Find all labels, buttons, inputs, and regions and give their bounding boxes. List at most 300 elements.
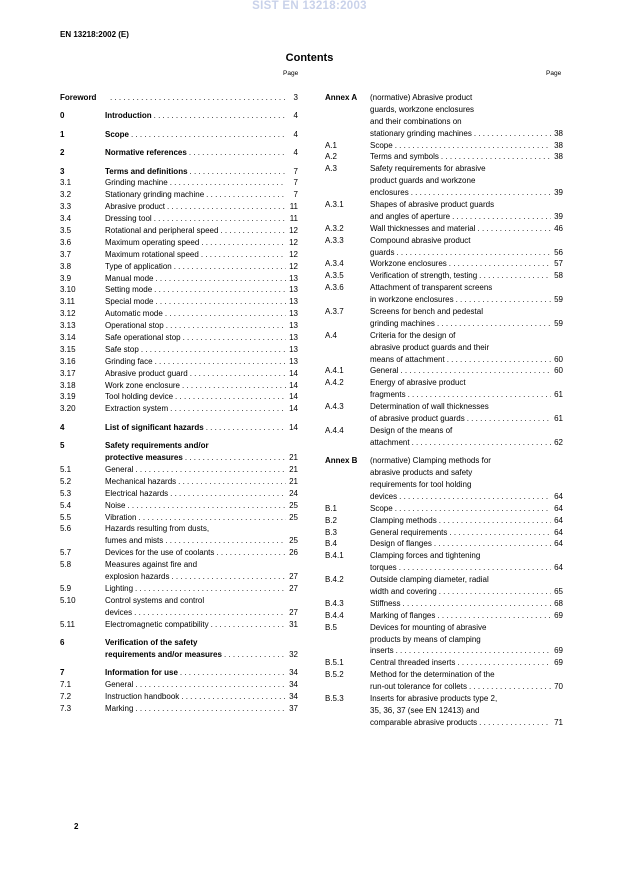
dot-leader <box>152 110 286 122</box>
dot-leader <box>222 649 286 661</box>
toc-entry[interactable] <box>60 512 298 524</box>
toc-entry[interactable] <box>325 247 563 259</box>
dot-leader <box>477 270 551 282</box>
toc-entry[interactable] <box>325 467 563 479</box>
dot-leader <box>163 535 286 547</box>
toc-entry[interactable] <box>325 413 563 425</box>
toc-entry[interactable] <box>325 645 563 657</box>
toc-entry[interactable] <box>325 622 563 634</box>
toc-entry-number: 7.2 <box>60 691 72 701</box>
toc-entry-number: 3.14 <box>60 333 76 343</box>
toc-entry-number: 3.9 <box>60 273 72 283</box>
toc-entry[interactable] <box>325 104 563 116</box>
toc-entry-title: Electrical hazards <box>105 488 169 498</box>
toc-entry[interactable] <box>325 705 563 717</box>
toc-entry[interactable] <box>60 308 298 320</box>
toc-entry[interactable] <box>325 199 563 211</box>
dot-leader <box>172 261 286 273</box>
toc-entry[interactable] <box>60 225 298 237</box>
toc-entry-number: 0 <box>60 111 65 121</box>
toc-entry-title: Dressing tool <box>105 214 152 224</box>
toc-entry[interactable] <box>60 637 298 649</box>
toc-entry-number: A.1 <box>325 140 338 150</box>
toc-entry-title: explosion hazards <box>105 571 170 581</box>
toc-entry[interactable] <box>60 237 298 249</box>
toc-entry[interactable] <box>325 634 563 646</box>
toc-entry-page: 25 <box>289 536 298 546</box>
toc-entry-title: fumes and mists <box>105 536 164 546</box>
toc-entry-title: Terms and definitions <box>105 166 188 176</box>
toc-entry-title: Terms and symbols <box>370 152 439 162</box>
toc-entry-number: 3.4 <box>60 214 72 224</box>
toc-entry-number: 3.5 <box>60 226 72 236</box>
dot-leader <box>455 657 551 669</box>
toc-entry-title: Shapes of abrasive product guards <box>370 200 495 210</box>
toc-entry[interactable] <box>60 356 298 368</box>
toc-entry[interactable] <box>325 389 563 401</box>
toc-entry-title: Determination of wall thicknesses <box>370 402 489 412</box>
toc-entry-number: A.4.1 <box>325 366 344 376</box>
toc-entry-page: 25 <box>289 500 298 510</box>
toc-entry[interactable] <box>325 365 563 377</box>
toc-entry-title: fragments <box>370 390 406 400</box>
toc-entry-title: attachment <box>370 437 410 447</box>
toc-entry-title: Mechanical hazards <box>105 476 177 486</box>
toc-entry[interactable] <box>60 213 298 225</box>
toc-entry-page: 61 <box>554 390 563 400</box>
dot-leader <box>401 598 551 610</box>
toc-entry-title: Normative references <box>105 148 187 158</box>
toc-entry-page: 21 <box>289 453 298 463</box>
toc-entry-title: Electromagnetic compatibility <box>105 619 209 629</box>
toc-entry-number: 3.3 <box>60 202 72 212</box>
toc-entry-title: General <box>370 366 399 376</box>
dot-leader <box>477 717 551 729</box>
toc-entry-page: 7 <box>293 178 298 188</box>
toc-entry[interactable] <box>325 657 563 669</box>
toc-entry[interactable] <box>60 166 298 178</box>
toc-entry[interactable] <box>325 574 563 586</box>
toc-entry-page: 13 <box>289 333 298 343</box>
toc-entry-number: 3.16 <box>60 356 76 366</box>
toc-entry-title: run-out tolerance for collets <box>370 682 467 692</box>
toc-entry-number: A.3.6 <box>325 283 344 293</box>
toc-entry[interactable] <box>325 401 563 413</box>
toc-entry-page: 14 <box>289 404 298 414</box>
dot-leader <box>165 201 286 213</box>
dot-leader <box>188 166 286 178</box>
dot-leader <box>188 368 286 380</box>
toc-entry-title: product guards and workzone <box>370 176 476 186</box>
page-column-label-right: Page <box>546 70 562 77</box>
toc-entry-title: Scope <box>105 129 130 139</box>
dot-leader <box>435 610 551 622</box>
toc-entry-title: Design of the means of <box>370 425 453 435</box>
toc-entry[interactable] <box>60 488 298 500</box>
toc-entry-number: 3.17 <box>60 368 76 378</box>
dot-leader <box>181 332 286 344</box>
toc-entry-title: Setting mode <box>105 285 153 295</box>
toc-entry-number: 5.11 <box>60 619 75 629</box>
toc-entry-title: Central threaded inserts <box>370 658 456 668</box>
toc-entry-page: 64 <box>554 527 563 537</box>
toc-entry-title: List of significant hazards <box>105 422 204 432</box>
toc-entry-title: Safety requirements for abrasive <box>370 164 486 174</box>
toc-entry-title: Criteria for the design of <box>370 330 456 340</box>
toc-entry-page: 27 <box>289 607 298 617</box>
dot-leader <box>152 284 286 296</box>
toc-entry-page: 69 <box>554 646 563 656</box>
toc-entry[interactable] <box>60 129 298 141</box>
toc-entry-title: Measures against fire and <box>105 560 198 570</box>
dot-leader <box>476 223 551 235</box>
dot-leader <box>176 476 286 488</box>
dot-leader <box>394 247 551 259</box>
dot-leader <box>410 437 551 449</box>
toc-entry-number: A.4.4 <box>325 425 344 435</box>
toc-entry-title: Stationary grinding machine <box>105 190 205 200</box>
dot-leader <box>163 308 286 320</box>
dot-leader <box>439 151 551 163</box>
toc-entry[interactable] <box>60 332 298 344</box>
toc-entry-number: 3.20 <box>60 404 76 414</box>
toc-entry-page: 65 <box>554 587 563 597</box>
toc-entry-number: 5 <box>60 441 65 451</box>
toc-entry[interactable] <box>325 377 563 389</box>
toc-entry[interactable] <box>60 273 298 285</box>
toc-entry-page: 14 <box>289 422 298 432</box>
toc-entry-title: requirements and/or measures <box>105 649 222 659</box>
toc-entry[interactable] <box>60 189 298 201</box>
toc-entry-title: width and covering <box>370 587 437 597</box>
dot-leader <box>447 258 551 270</box>
toc-entry-number: A.4.2 <box>325 378 344 388</box>
toc-entry-page: 13 <box>289 321 298 331</box>
toc-entry-number: 2 <box>60 148 65 158</box>
toc-entry[interactable] <box>325 92 563 104</box>
toc-entry-page: 37 <box>289 703 298 713</box>
toc-entry[interactable] <box>325 455 563 467</box>
toc-entry-title: Scope <box>370 140 393 150</box>
toc-entry[interactable] <box>60 523 298 535</box>
toc-entry[interactable] <box>325 187 563 199</box>
toc-entry[interactable] <box>325 425 563 437</box>
toc-entry-number: 7.3 <box>60 703 72 713</box>
page-title: Contents <box>285 52 334 64</box>
toc-entry-title: Devices for mounting of abrasive <box>370 622 487 632</box>
toc-entry-title: Marking of flanges <box>370 610 436 620</box>
toc-entry[interactable] <box>60 464 298 476</box>
toc-entry-title: Control systems and control <box>105 595 205 605</box>
toc-entry-number: B.5.3 <box>325 694 344 704</box>
toc-entry[interactable] <box>60 177 298 189</box>
toc-entry-title: in workzone enclosures <box>370 295 454 305</box>
toc-entry-number: A.4 <box>325 330 338 340</box>
toc-entry[interactable] <box>60 92 298 104</box>
toc-entry-page: 14 <box>289 392 298 402</box>
toc-entry-page: 26 <box>289 548 298 558</box>
toc-entry[interactable] <box>325 354 563 366</box>
dot-leader <box>393 503 551 515</box>
toc-entry[interactable] <box>60 691 298 703</box>
toc-entry-page: 68 <box>554 598 563 608</box>
toc-entry-number: B.5 <box>325 622 338 632</box>
toc-entry-title: Inserts for abrasive products type 2, <box>370 694 498 704</box>
toc-entry-title: (normative) Clamping methods for <box>370 456 491 466</box>
toc-entry-number: 1 <box>60 129 65 139</box>
dot-leader <box>133 583 286 595</box>
toc-entry-title: abrasive product guards and their <box>370 342 490 352</box>
toc-entry-page: 34 <box>289 668 298 678</box>
toc-entry-title: Information for use <box>105 668 178 678</box>
toc-entry[interactable] <box>60 595 298 607</box>
toc-entry[interactable] <box>60 344 298 356</box>
toc-entry-title: Hazards resulting from dusts, <box>105 524 210 534</box>
toc-entry[interactable] <box>325 151 563 163</box>
toc-entry[interactable] <box>60 476 298 488</box>
toc-entry-page: 7 <box>293 190 298 200</box>
toc-entry-number: A.3.5 <box>325 271 344 281</box>
toc-entry-number: 6 <box>60 637 65 647</box>
toc-entry[interactable] <box>325 223 563 235</box>
toc-entry[interactable] <box>325 717 563 729</box>
toc-entry-title: 35, 36, 37 (see EN 12413) and <box>370 705 480 715</box>
toc-entry-title: Clamping methods <box>370 515 437 525</box>
toc-entry-title: Wall thicknesses and material <box>370 223 476 233</box>
toc-entry[interactable] <box>60 649 298 661</box>
toc-entry[interactable] <box>325 342 563 354</box>
toc-entry[interactable] <box>60 391 298 403</box>
toc-entry-page: 4 <box>293 129 298 139</box>
toc-entry[interactable] <box>325 211 563 223</box>
toc-entry[interactable] <box>60 607 298 619</box>
toc-entry[interactable] <box>325 306 563 318</box>
toc-entry-page: 56 <box>554 247 563 257</box>
dot-leader <box>168 403 286 415</box>
toc-entry-page: 46 <box>554 223 563 233</box>
toc-entry[interactable] <box>60 320 298 332</box>
toc-entry[interactable] <box>325 693 563 705</box>
toc-entry[interactable] <box>325 175 563 187</box>
toc-entry-number: 3.7 <box>60 249 72 259</box>
toc-entry[interactable] <box>60 380 298 392</box>
toc-entry[interactable] <box>60 535 298 547</box>
toc-entry[interactable] <box>325 562 563 574</box>
toc-entry[interactable] <box>60 583 298 595</box>
toc-entry-title: Tool holding device <box>105 392 174 402</box>
toc-entry[interactable] <box>60 619 298 631</box>
toc-entry-number: A.3.2 <box>325 223 344 233</box>
toc-entry-number: B.5.1 <box>325 658 344 668</box>
toc-entry-page: 64 <box>554 503 563 513</box>
toc-entry-number: 5.10 <box>60 595 76 605</box>
toc-entry[interactable] <box>325 318 563 330</box>
watermark: SIST EN 13218:2003 <box>252 0 367 12</box>
toc-entry[interactable] <box>325 669 563 681</box>
toc-entry[interactable] <box>325 128 563 140</box>
toc-entry-title: inserts <box>370 646 394 656</box>
toc-entry-number: 3.8 <box>60 261 72 271</box>
toc-entry[interactable] <box>60 422 298 434</box>
toc-entry-title: Screens for bench and pedestal <box>370 307 483 317</box>
toc-entry[interactable] <box>325 538 563 550</box>
toc-entry[interactable] <box>325 330 563 342</box>
toc-entry[interactable] <box>325 235 563 247</box>
dot-leader <box>199 237 286 249</box>
toc-entry-title: Marking <box>105 703 134 713</box>
toc-entry[interactable] <box>325 270 563 282</box>
toc-entry-page: 3 <box>293 93 298 102</box>
toc-entry-number: 5.7 <box>60 548 72 558</box>
toc-entry-number: 5.5 <box>60 512 72 522</box>
toc-entry[interactable] <box>325 163 563 175</box>
toc-entry-title: stationary grinding machines <box>370 128 472 138</box>
toc-entry[interactable] <box>60 296 298 308</box>
toc-entry-title: Grinding face <box>105 356 153 366</box>
toc-entry-page: 39 <box>554 188 563 198</box>
toc-entry[interactable] <box>60 147 298 159</box>
toc-entry-page: 12 <box>289 249 298 259</box>
toc-entry[interactable] <box>325 437 563 449</box>
toc-entry[interactable] <box>325 681 563 693</box>
toc-entry-page: 11 <box>289 214 298 224</box>
dot-leader <box>168 177 286 189</box>
toc-entry[interactable] <box>325 527 563 539</box>
dot-leader <box>199 249 286 261</box>
toc-entry[interactable] <box>325 550 563 562</box>
toc-entry[interactable] <box>325 258 563 270</box>
toc-entry[interactable] <box>60 261 298 273</box>
toc-entry-page: 61 <box>554 414 563 424</box>
toc-entry-title: and their combinations on <box>370 116 462 126</box>
toc-entry-page: 38 <box>554 140 563 150</box>
toc-entry-number: A.3.4 <box>325 259 344 269</box>
toc-entry[interactable] <box>60 559 298 571</box>
toc-entry-number: 7 <box>60 668 65 678</box>
toc-entry-number: A.3 <box>325 164 338 174</box>
toc-entry-title: guards, workzone enclosures <box>370 104 475 114</box>
toc-entry[interactable] <box>325 586 563 598</box>
toc-entry[interactable] <box>60 284 298 296</box>
toc-entry-page: 27 <box>289 583 298 593</box>
toc-entry-number: 3.15 <box>60 344 76 354</box>
toc-entry-number: B.4 <box>325 539 338 549</box>
toc-entry-page: 69 <box>554 610 563 620</box>
toc-entry-page: 12 <box>289 261 298 271</box>
toc-entry[interactable] <box>325 503 563 515</box>
toc-entry[interactable] <box>325 491 563 503</box>
toc-entry[interactable] <box>325 479 563 491</box>
toc-entry-title: Type of application <box>105 261 172 271</box>
toc-entry-title: Compound abrasive product <box>370 235 471 245</box>
toc-entry-number: B.4.2 <box>325 575 344 585</box>
toc-entry[interactable] <box>60 452 298 464</box>
page-number: 2 <box>74 822 79 831</box>
toc-entry-number: A.4.3 <box>325 402 344 412</box>
toc-entry-title: Maximum operating speed <box>105 237 200 247</box>
toc-entry[interactable] <box>325 282 563 294</box>
page-column-label-left: Page <box>283 70 299 77</box>
toc-entry-number: A.3.7 <box>325 307 344 317</box>
toc-entry[interactable] <box>60 667 298 679</box>
dot-leader <box>209 619 286 631</box>
dot-leader <box>204 189 286 201</box>
toc-entry-page: 64 <box>554 515 563 525</box>
toc-entry[interactable] <box>325 116 563 128</box>
dot-leader <box>472 128 551 140</box>
toc-entry[interactable] <box>60 201 298 213</box>
toc-entry-title: means of attachment <box>370 354 445 364</box>
toc-entry[interactable] <box>60 403 298 415</box>
dot-leader <box>465 413 551 425</box>
dot-leader <box>173 391 286 403</box>
toc-entry-page: 70 <box>554 682 563 692</box>
toc-entry-title: General <box>105 464 134 474</box>
toc-entry-page: 31 <box>289 619 298 629</box>
toc-entry[interactable] <box>325 140 563 152</box>
dot-leader <box>153 296 286 308</box>
toc-entry[interactable] <box>325 515 563 527</box>
toc-entry-number: 3.1 <box>60 178 72 188</box>
dot-leader <box>432 538 551 550</box>
toc-entry-title: Stiffness <box>370 598 401 608</box>
toc-entry[interactable] <box>60 440 298 452</box>
toc-entry[interactable] <box>60 547 298 559</box>
toc-entry-title: General <box>105 680 134 690</box>
toc-entry[interactable] <box>60 571 298 583</box>
toc-entry-number: A.3.1 <box>325 200 344 210</box>
toc-entry-title: and angles of aperture <box>370 211 451 221</box>
dot-leader <box>450 211 551 223</box>
toc-entry-number: Annex B <box>325 456 358 466</box>
toc-entry-title: abrasive products and safety <box>370 468 473 478</box>
toc-entry[interactable] <box>60 368 298 380</box>
toc-entry-number: A.2 <box>325 152 338 162</box>
toc-entry-title: Work zone enclosure <box>105 380 180 390</box>
toc-entry-title: Verification of strength, testing <box>370 271 478 281</box>
dot-leader <box>133 679 286 691</box>
dot-leader <box>204 422 286 434</box>
toc-entry-page: 14 <box>289 368 298 378</box>
toc-entry-title: Vibration <box>105 512 137 522</box>
toc-entry-title: Noise <box>105 500 126 510</box>
toc-entry-page: 60 <box>554 354 563 364</box>
toc-entry[interactable] <box>60 500 298 512</box>
toc-entry-title: Design of flanges <box>370 539 432 549</box>
toc-entry-page: 34 <box>289 680 298 690</box>
toc-entry-page: 38 <box>554 152 563 162</box>
toc-entry[interactable] <box>60 703 298 715</box>
toc-entry-title: Lighting <box>105 583 134 593</box>
toc-entry-number: 3.19 <box>60 392 76 402</box>
dot-leader <box>153 273 286 285</box>
toc-entry-page: 13 <box>289 356 298 366</box>
toc-entry-number: B.4.3 <box>325 598 344 608</box>
dot-leader <box>133 464 286 476</box>
toc-entry[interactable] <box>325 598 563 610</box>
document-id: EN 13218:2002 (E) <box>60 30 129 39</box>
dot-leader <box>129 129 286 141</box>
toc-entry[interactable] <box>325 294 563 306</box>
toc-entry[interactable] <box>325 610 563 622</box>
toc-entry-number: 7.1 <box>60 680 72 690</box>
dot-leader <box>179 691 286 703</box>
toc-entry-number: 5.2 <box>60 476 72 486</box>
dot-leader <box>178 667 286 679</box>
toc-entry[interactable] <box>60 679 298 691</box>
toc-entry[interactable] <box>60 249 298 261</box>
toc-entry[interactable] <box>60 110 298 122</box>
